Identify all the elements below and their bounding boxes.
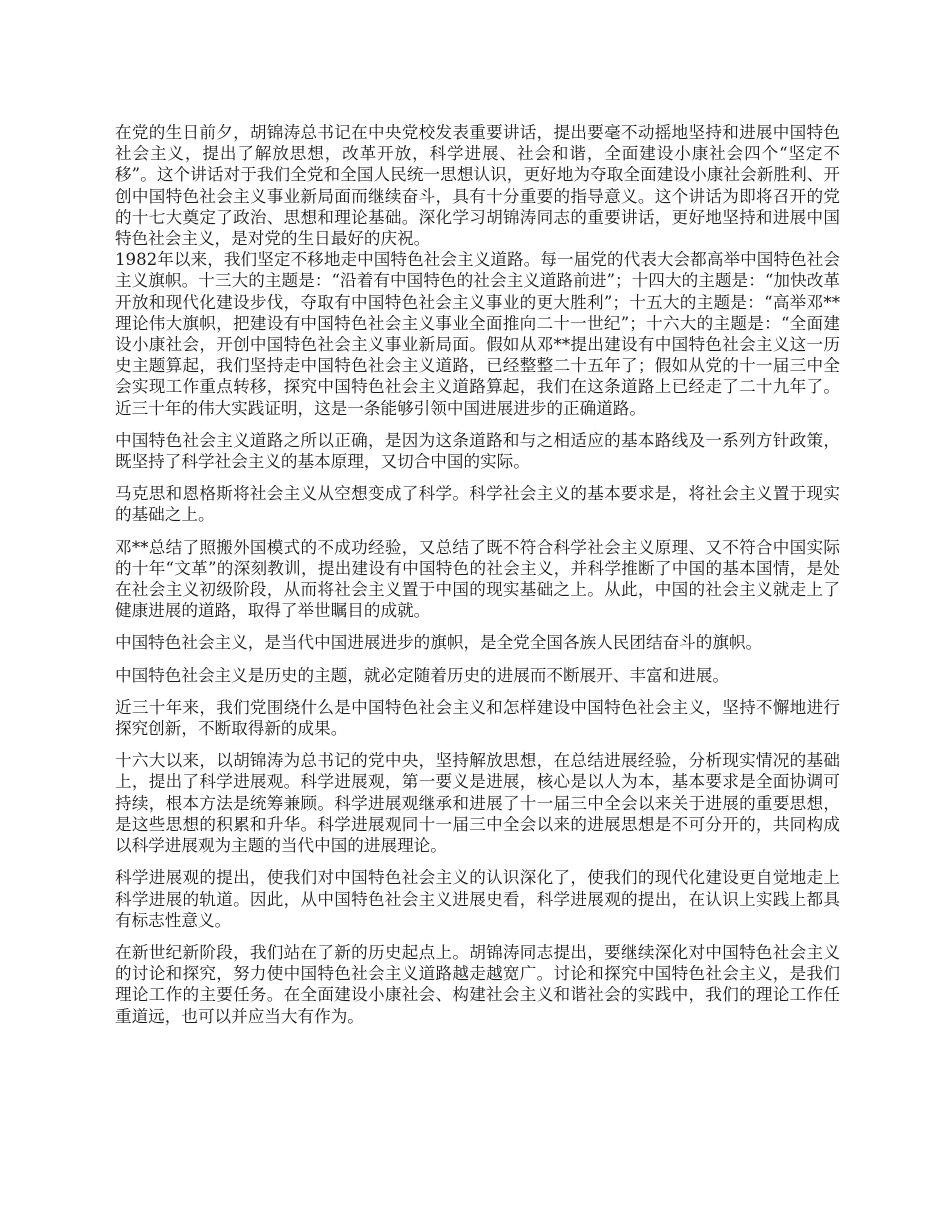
document-body [115, 122, 840, 1038]
paragraph-8: 近三十年来，我们党围绕什么是中国特色社会主义和怎样建设中国特色社会主义，坚持不懈地进行探究创新，不断取得新的成果。 [115, 697, 840, 739]
paragraph-2: 1982年以来，我们坚定不移地走中国特色社会主义道路。每一届党的代表大会都高举中国特色社会主义旗帜。十三大的主题是：“沿着有中国特色的社会主义道路前进”；十四大的主题是：“加快改革开放和现代化建设步伐，夺取有中国特色社会主义事业的更大胜利”；十五大的主题是：“高举邓**理论伟大旗帜，把建设有中国特色社会主义事业全面推向二十一世纪”；十六大的主题是：“全面建设小康社会，开创中国特色社会主义事业新局面。假如从邓**提出建设有中国特色社会主义这一历史主题算起，我们坚持走中国特色社会主义道路，已经整整二十五年了；假如从党的十一届三中全会实现工作重点转移，探究中国特色社会主义道路算起，我们在这条道路上已经走了二十九年了。近三十年的伟大实践证明，这是一条能够引领中国进展进步的正确道路。 [115, 250, 840, 418]
paragraph-10: 科学进展观的提出，使我们对中国特色社会主义的认识深化了，使我们的现代化建设更自觉地走上科学进展的轨道。因此，从中国特色社会主义进展史看，科学进展观的提出，在认识上实践上都具有标志性意义。 [115, 868, 840, 930]
paragraph-3: 中国特色社会主义道路之所以正确，是因为这条道路和与之相适应的基本路线及一系列方针政策，既坚持了科学社会主义的基本原理，又切合中国的实际。 [115, 430, 840, 472]
paragraph-11: 在新世纪新阶段，我们站在了新的历史起点上。胡锦涛同志提出，要继续深化对中国特色社会主义的讨论和探究，努力使中国特色社会主义道路越走越宽广。讨论和探究中国特色社会主义，是我们理论工作的主要任务。在全面建设小康社会、构建社会主义和谐社会的实践中，我们的理论工作任重道远，也可以并应当大有作为。 [115, 942, 840, 1026]
paragraph-9: 十六大以来，以胡锦涛为总书记的党中央，坚持解放思想，在总结进展经验，分析现实情况的基础上，提出了科学进展观。科学进展观，第一要义是进展，核心是以人为本，基本要求是全面协调可持续，根本方法是统筹兼顾。科学进展观继承和进展了十一届三中全会以来关于进展的重要思想，是这些思想的积累和升华。科学进展观同十一届三中全会以来的进展思想是不可分开的，共同构成以科学进展观为主题的当代中国的进展理论。 [115, 751, 840, 856]
paragraph-7: 中国特色社会主义是历史的主题，就必定随着历史的进展而不断展开、丰富和进展。 [115, 665, 729, 685]
paragraph-5: 邓**总结了照搬外国模式的不成功经验，又总结了既不符合科学社会主义原理、又不符合中国实际的十年“文革”的深刻教训，提出建设有中国特色的社会主义，并科学推断了中国的基本国情，是处在社会主义初级阶段，从而将社会主义置于中国的现实基础之上。从此，中国的社会主义就走上了健康进展的道路，取得了举世瞩目的成就。 [115, 537, 840, 621]
paragraph-1: 在党的生日前夕，胡锦涛总书记在中央党校发表重要讲话，提出要毫不动摇地坚持和进展中国特色社会主义，提出了解放思想，改革开放，科学进展、社会和谐，全面建设小康社会四个“坚定不移”。这个讲话对于我们全党和全国人民统一思想认识，更好地为夺取全面建设小康社会新胜利、开创中国特色社会主义事业新局面而继续奋斗，具有十分重要的指导意义。这个讲话为即将召开的党的十七大奠定了政治、思想和理论基础。深化学习胡锦涛同志的重要讲话，更好地坚持和进展中国特色社会主义，是对党的生日最好的庆祝。 [115, 123, 840, 249]
paragraph-4: 马克思和恩格斯将社会主义从空想变成了科学。科学社会主义的基本要求是，将社会主义置于现实的基础之上。 [115, 484, 840, 525]
paragraph-6: 中国特色社会主义，是当代中国进展进步的旗帜，是全党全国各族人民团结奋斗的旗帜。 [115, 633, 763, 653]
